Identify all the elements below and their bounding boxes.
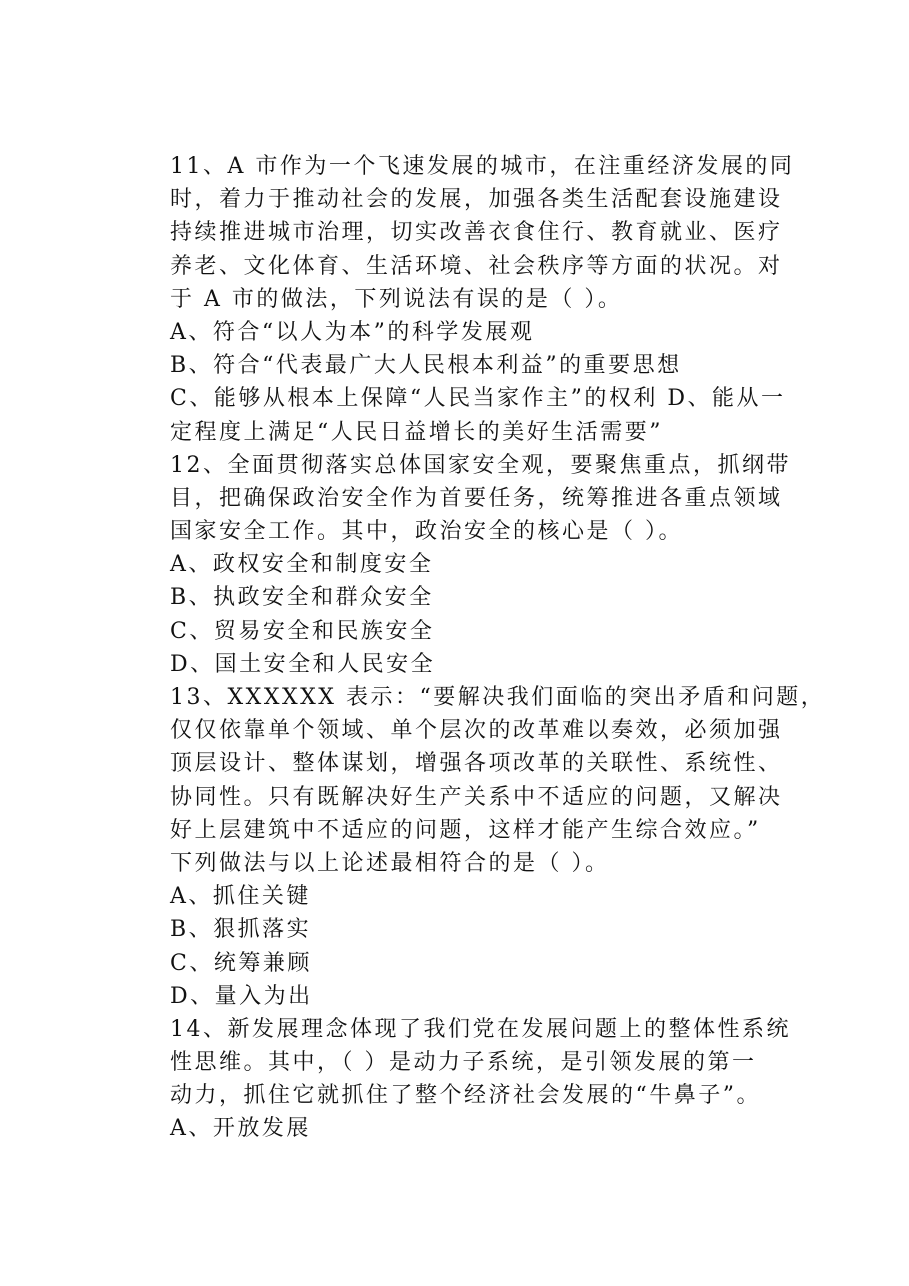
q13-option-b: B、狠抓落实 (170, 917, 312, 943)
q12-option-c: C、贸易安全和民族安全 (170, 618, 435, 644)
q11-line-2: 时，着力于推动社会的发展，加强各类生活配套设施建设 (170, 187, 783, 213)
q13-line-3: 顶层设计、整体谋划，增强各项改革的关联性、系统性、 (170, 751, 783, 777)
q13-line-2: 仅仅依靠单个领域、单个层次的改革难以奏效，必须加强 (170, 718, 783, 744)
q13-line-4: 协同性。只有既解决好生产关系中不适应的问题，又解决 (170, 784, 783, 810)
q13-option-c: C、统筹兼顾 (170, 950, 312, 976)
q12-option-a: A、政权安全和制度安全 (170, 552, 434, 578)
q11-line-1: 11、A 市作为一个飞速发展的城市，在注重经济发展的同 (170, 154, 795, 179)
q14-line-2: 性思维。其中，（ ）是动力子系统，是引领发展的第一 (170, 1050, 757, 1076)
q12-line-3: 国家安全工作。其中，政治安全的核心是（ ）。 (170, 519, 683, 545)
q11-option-d-cont: 定程度上满足“人民日益增长的美好生活需要” (170, 419, 663, 445)
q13-option-a: A、抓住关键 (170, 884, 311, 910)
q11-option-a: A、符合“以人为本”的科学发展观 (170, 319, 535, 345)
q13-option-d: D、量入为出 (170, 983, 313, 1009)
q11-option-b: B、符合“代表最广大人民根本利益”的重要思想 (170, 353, 682, 379)
q13-line-6: 下列做法与以上论述最相符合的是（ ）。 (170, 850, 610, 876)
q13-line-5: 好上层建筑中不适应的问题，这样才能产生综合效应。” (170, 817, 761, 843)
q14-option-a: A、开放发展 (170, 1116, 311, 1142)
q11-option-c-d: C、能够从根本上保障“人民当家作主”的权利 D、能从一 (170, 386, 786, 412)
q12-line-1: 12、全面贯彻落实总体国家安全观，要聚焦重点，抓纲带 (170, 452, 791, 478)
q12-option-d: D、国土安全和人民安全 (170, 651, 436, 677)
q12-line-2: 目，把确保政治安全作为首要任务，统筹推进各重点领域 (170, 485, 783, 511)
q13-line-1: 13、XXXXXX 表示：“要解决我们面临的突出矛盾和问题， (170, 685, 826, 710)
q14-line-1: 14、新发展理念体现了我们党在发展问题上的整体性系统 (170, 1016, 791, 1042)
q12-option-b: B、执政安全和群众安全 (170, 585, 434, 611)
q11-line-4: 养老、文化体育、生活环境、社会秩序等方面的状况。对 (170, 253, 783, 279)
q11-line-5: 于 A 市的做法，下列说法有误的是（ ）。 (170, 286, 623, 312)
q11-line-3: 持续推进城市治理，切实改善衣食住行、教育就业、医疗 (170, 220, 783, 246)
document-body (170, 150, 826, 1146)
q14-line-3: 动力，抓住它就抓住了整个经济社会发展的“牛鼻子”。 (170, 1083, 761, 1109)
